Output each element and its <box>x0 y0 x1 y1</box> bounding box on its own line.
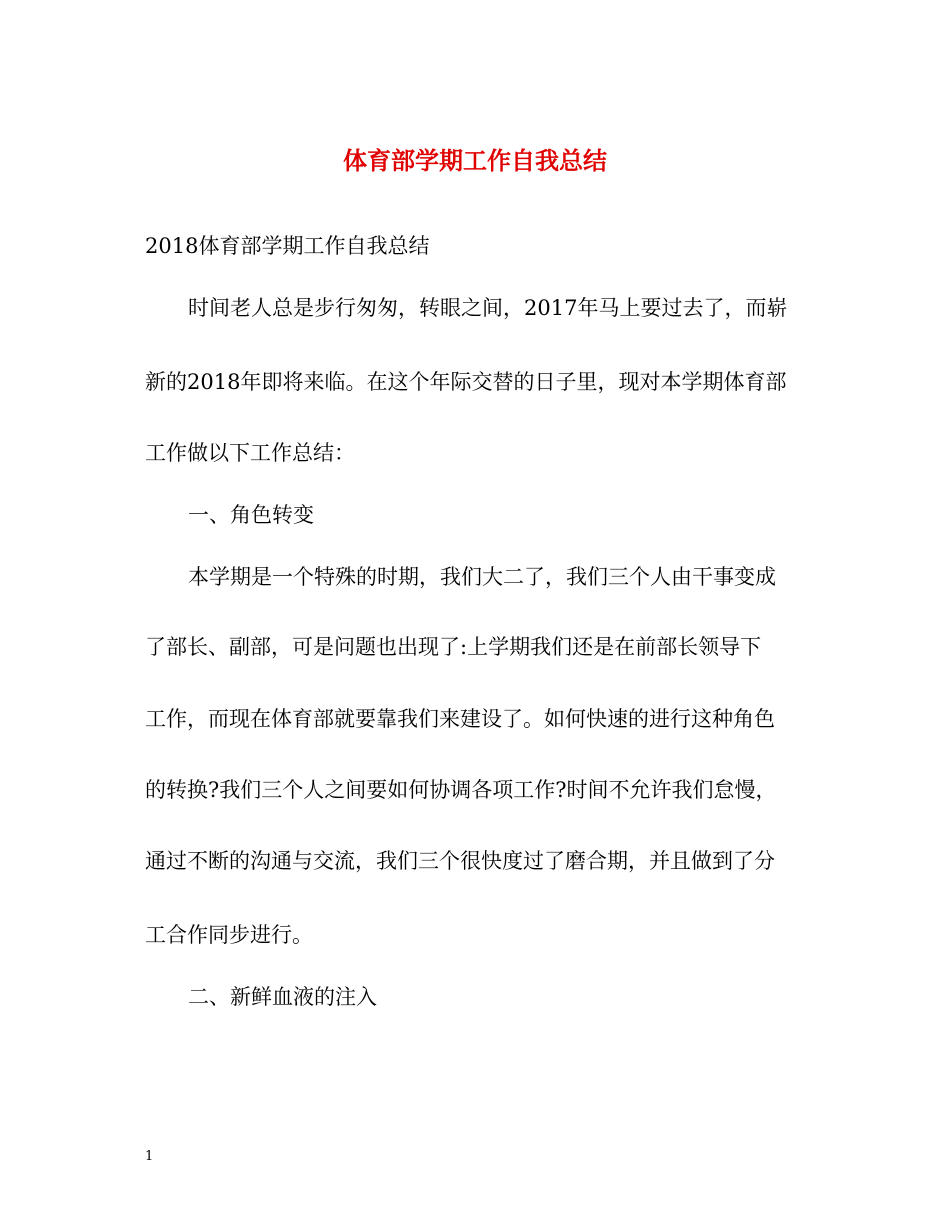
paragraph-line: 工合作同步进行。 <box>145 923 313 947</box>
paragraph-line: 新的2018年即将来临。在这个年际交替的日子里，现对本学期体育部 <box>145 370 787 394</box>
page-title: 体育部学期工作自我总结 <box>343 146 607 175</box>
paragraph-line: 了部长、副部，可是问题也出现了:上学期我们还是在前部长领导下 <box>145 635 762 659</box>
section-heading: 二、新鲜血液的注入 <box>188 985 377 1009</box>
page-number: 1 <box>145 1149 154 1164</box>
paragraph-line: 时间老人总是步行匆匆，转眼之间，2017年马上要过去了，而崭 <box>188 296 788 320</box>
paragraph-line: 通过不断的沟通与交流，我们三个很快度过了磨合期，并且做到了分 <box>145 849 775 873</box>
paragraph-line: 工作，而现在体育部就要靠我们来建设了。如何快速的进行这种角色 <box>145 707 775 731</box>
subtitle-line: 2018体育部学期工作自我总结 <box>145 234 430 258</box>
section-heading: 一、角色转变 <box>188 503 314 527</box>
paragraph-line: 工作做以下工作总结： <box>145 441 355 465</box>
paragraph-line: 的转换?我们三个人之间要如何协调各项工作?时间不允许我们怠慢， <box>145 778 777 802</box>
paragraph-line: 本学期是一个特殊的时期，我们大二了，我们三个人由干事变成 <box>188 565 776 589</box>
